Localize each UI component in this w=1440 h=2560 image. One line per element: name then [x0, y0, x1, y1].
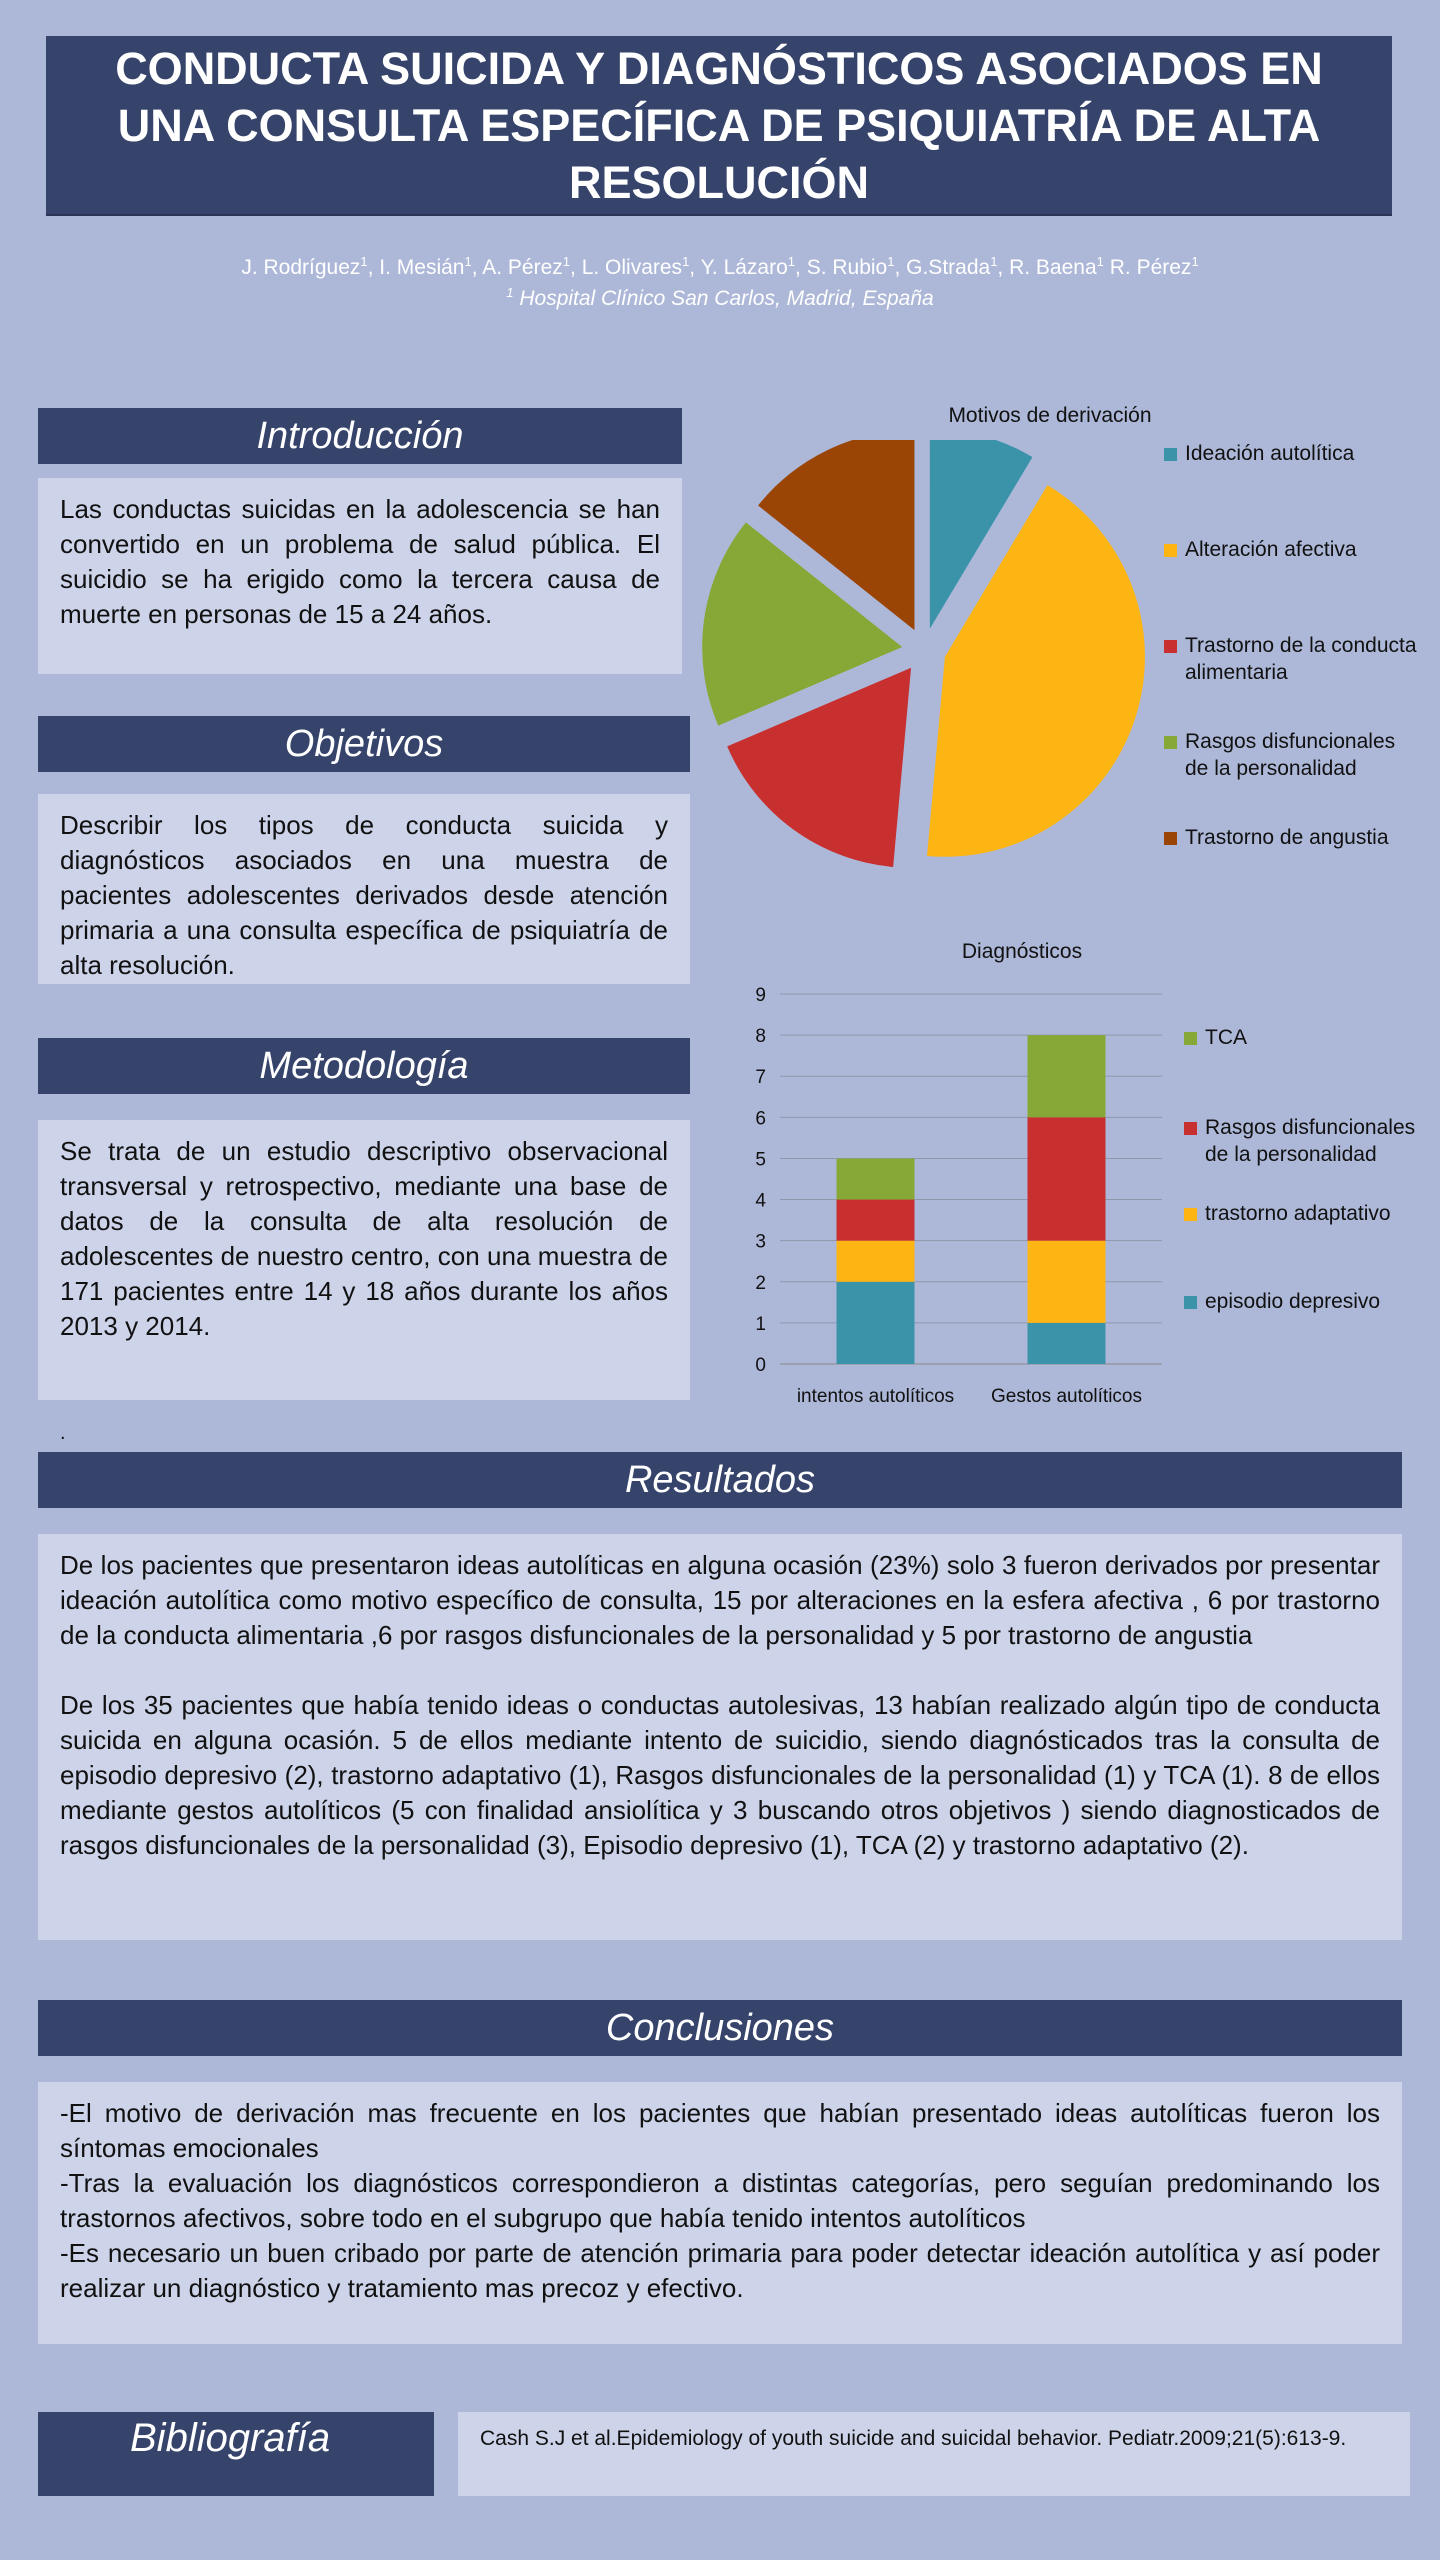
resultados-body [38, 1534, 1402, 1940]
pie-legend-item [1164, 440, 1424, 467]
author-sup: 1 [682, 254, 690, 269]
bar-segment [1028, 1035, 1106, 1117]
pie-legend-item [1164, 632, 1424, 686]
conclusion-line-3: -Es necesario un buen cribado por parte de atención primaria para poder detectar ideación autolítica y así poder realizar un diagnóstico y tratamiento mas precoz y efectivo. [60, 2238, 1380, 2303]
bar-legend-label: episodio depresivo [1205, 1290, 1381, 1313]
conclusiones-body [38, 2082, 1402, 2344]
pie-legend [1164, 440, 1434, 890]
author-sup: 1 [464, 254, 472, 269]
author-sup: 1 [1191, 254, 1199, 269]
author-name: I. Mesián [379, 256, 465, 279]
author-name: J. Rodríguez [241, 256, 361, 279]
author-name: G.Strada [906, 256, 991, 279]
pie-chart [700, 440, 1160, 900]
author-separator: , [894, 256, 907, 279]
x-tick-label: intentos autolíticos [796, 1386, 955, 1407]
affiliation-text: Hospital Clínico San Carlos, Madrid, España [513, 287, 934, 310]
pie-legend-label: Rasgos disfuncionales de la personalidad [1185, 730, 1396, 780]
resultados-paragraph-2: De los 35 pacientes que había tenido ideas o conductas autolesivas, 13 habían realizado algún tipo de conducta suicida en alguna ocasión. 5 de ellos mediante intento de suicidio, siendo diagnósticados tras la consulta de episodio depresivo (2), trastorno adaptativo (1), Rasgos disfuncionales de la personalidad (1) y TCA (1). 8 de ellos mediante gestos autolíticos (5 con finalidad ansiolítica y 3 buscando otros objetivos ) siendo diagnosticados de rasgos disfuncionales de la personalidad (3), Episodio depresivo (1), TCA (2) y trastorno adaptativo (2). [60, 1690, 1380, 1860]
bar-legend-item [1184, 1288, 1416, 1315]
author-separator: , [471, 256, 483, 279]
pie-chart-title: Motivos de derivación [948, 404, 1152, 427]
bar-segment [1028, 1241, 1106, 1323]
author-separator: , [689, 256, 701, 279]
author-separator: , [367, 256, 380, 279]
poster-title: CONDUCTA SUICIDA Y DIAGNÓSTICOS ASOCIADOS EN UNA CONSULTA ESPECÍFICA DE PSIQUIATRÍA DE ALTA RESOLUCIÓN [46, 36, 1392, 216]
bar-legend [1184, 1024, 1424, 1364]
pie-legend-item [1164, 824, 1424, 851]
y-tick-label: 4 [755, 1190, 766, 1212]
legend-swatch [1184, 1296, 1197, 1309]
author-list [0, 254, 1440, 282]
affiliation-sup: 1 [506, 285, 514, 300]
pie-legend-label: Alteración afectiva [1185, 538, 1357, 561]
conclusiones-heading: Conclusiones [38, 2000, 1402, 2056]
legend-swatch [1164, 448, 1177, 461]
metodologia-heading: Metodología [38, 1038, 690, 1094]
bibliografia-text: Cash S.J et al.Epidemiology of youth suicide and suicidal behavior. Pediatr.2009;21(5):613-9. [458, 2412, 1410, 2496]
y-tick-label: 6 [755, 1108, 766, 1130]
legend-swatch [1164, 736, 1177, 749]
y-tick-label: 8 [755, 1026, 766, 1048]
author-sup: 1 [360, 254, 368, 269]
bar-segment [837, 1200, 915, 1241]
bibliografia-heading: Bibliografía [38, 2412, 434, 2496]
y-tick-label: 9 [755, 985, 766, 1006]
legend-swatch [1164, 832, 1177, 845]
x-tick-label: Gestos autolíticos [990, 1386, 1143, 1407]
bar-segment [837, 1282, 915, 1364]
legend-swatch [1164, 544, 1177, 557]
affiliation [0, 285, 1440, 313]
author-sup: 1 [562, 254, 571, 269]
author-separator: , [997, 256, 1010, 279]
resultados-paragraph-1: De los pacientes que presentaron ideas autolíticas en alguna ocasión (23%) solo 3 fueron derivados por presentar ideación autolítica como motivo específico de consulta, 15 por alteraciones en la esfera afectiva , 6 por trastorno de la conducta alimentaria ,6 por rasgos disfuncionales de la personalidad y 5 por trastorno de angustia [60, 1550, 1380, 1650]
legend-swatch [1184, 1208, 1197, 1221]
bar-segment [837, 1158, 915, 1199]
author-name: R. Baena [1009, 256, 1097, 279]
bar-legend-label: Rasgos disfuncionales de la personalidad [1205, 1116, 1416, 1166]
stray-dot: . [60, 1422, 66, 1444]
author-name: A. Pérez [482, 256, 563, 279]
author-name: Y. Lázaro [700, 256, 788, 279]
y-tick-label: 2 [755, 1272, 766, 1294]
legend-swatch [1184, 1032, 1197, 1045]
bar-legend-label: TCA [1205, 1026, 1247, 1049]
bar-chart-title: Diagnósticos [961, 940, 1083, 963]
pie-legend-label: Trastorno de la conducta alimentaria [1185, 634, 1417, 684]
legend-swatch [1164, 640, 1177, 653]
legend-swatch [1184, 1122, 1197, 1135]
y-tick-label: 1 [755, 1313, 766, 1335]
author-sup: 1 [787, 254, 796, 269]
y-tick-label: 7 [755, 1067, 766, 1089]
author-sup: 1 [887, 254, 895, 269]
author-sup: 1 [1096, 254, 1104, 269]
objetivos-heading: Objetivos [38, 716, 690, 772]
y-tick-label: 3 [755, 1231, 766, 1253]
bar-chart [720, 976, 1180, 1416]
conclusion-line-1: -El motivo de derivación mas frecuente en los pacientes que habían presentado ideas autolíticas fueron los síntomas emocionales [60, 2098, 1380, 2163]
bar-legend-item [1184, 1200, 1416, 1227]
pie-legend-item [1164, 728, 1424, 782]
conclusion-line-2: -Tras la evaluación los diagnósticos correspondieron a distintas categorías, pero seguían predominando los trastornos afectivos, sobre todo en el subgrupo que había tenido intentos autolíticos [60, 2168, 1380, 2233]
author-name: L. Olivares [581, 256, 683, 279]
y-tick-label: 5 [755, 1149, 766, 1171]
pie-legend-label: Ideación autolítica [1185, 442, 1355, 465]
introduccion-text: Las conductas suicidas en la adolescencia se han convertido en un problema de salud pública. El suicidio se ha erigido como la tercera causa de muerte en personas de 15 a 24 años. [38, 478, 682, 674]
bar-segment [837, 1241, 915, 1282]
bar-segment [1028, 1323, 1106, 1364]
bar-segment [1028, 1117, 1106, 1240]
objetivos-text: Describir los tipos de conducta suicida y diagnósticos asociados en una muestra de pacientes adolescentes derivados desde atención primaria a una consulta específica de psiquiatría de alta resolución. [38, 794, 690, 984]
bar-legend-item [1184, 1114, 1416, 1168]
author-name: S. Rubio [806, 256, 888, 279]
resultados-heading: Resultados [38, 1452, 1402, 1508]
pie-legend-item [1164, 536, 1424, 563]
bar-legend-item [1184, 1024, 1416, 1051]
author-sup: 1 [990, 254, 998, 269]
metodologia-text: Se trata de un estudio descriptivo observacional transversal y retrospectivo, mediante una base de datos de la consulta de alta resolución de adolescentes de nuestro centro, con una muestra de 171 pacientes entre 14 y 18 años durante los años 2013 y 2014. [38, 1120, 690, 1400]
y-tick-label: 0 [755, 1355, 766, 1376]
bar-legend-label: trastorno adaptativo [1205, 1202, 1391, 1225]
author-name: R. Pérez [1109, 256, 1192, 279]
author-separator: , [570, 256, 582, 279]
introduccion-heading: Introducción [38, 408, 682, 464]
author-separator: , [795, 256, 807, 279]
pie-legend-label: Trastorno de angustia [1185, 826, 1389, 849]
